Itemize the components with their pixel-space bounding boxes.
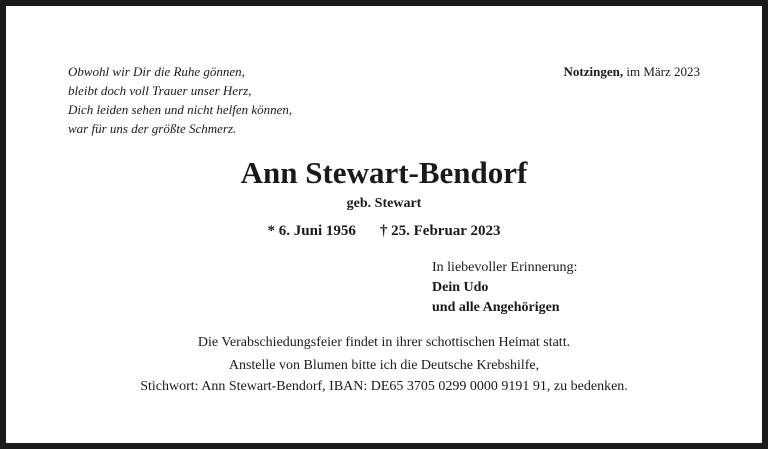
poem-line: war für uns der größte Schmerz. xyxy=(68,121,237,136)
memorial-poem xyxy=(68,62,292,138)
ceremony-info xyxy=(6,332,762,397)
info-line: Die Verabschiedungsfeier findet in ihrer schottischen Heimat statt. xyxy=(197,335,571,350)
poem-line: Dich leiden sehen und nicht helfen können, xyxy=(68,102,293,117)
birth-date: * 6. Juni 1956 xyxy=(267,223,356,239)
signoff xyxy=(432,258,577,318)
signoff-intro: In liebevoller Erinnerung: xyxy=(432,260,578,275)
death-date: † 25. Februar 2023 xyxy=(379,223,501,239)
poem-line: Obwohl wir Dir die Ruhe gönnen, xyxy=(68,64,245,79)
poem-line: bleibt doch voll Trauer unser Herz, xyxy=(68,83,252,98)
life-dates xyxy=(6,221,762,241)
signer: Dein Udo xyxy=(432,280,489,295)
info-line: Stichwort: Ann Stewart-Bendorf, IBAN: DE65 3705 0299 0000 9191 91, zu bedenken. xyxy=(140,379,628,394)
deceased-name: Ann Stewart-Bendorf xyxy=(240,155,528,190)
date: im März 2023 xyxy=(626,64,700,79)
maiden-name: geb. Stewart xyxy=(346,196,422,211)
place-and-date xyxy=(564,62,701,81)
place: Notzingen, xyxy=(563,64,624,79)
info-line: Anstelle von Blumen bitte ich die Deutsche Krebshilfe, xyxy=(228,358,540,373)
signer: und alle Angehörigen xyxy=(432,300,560,315)
